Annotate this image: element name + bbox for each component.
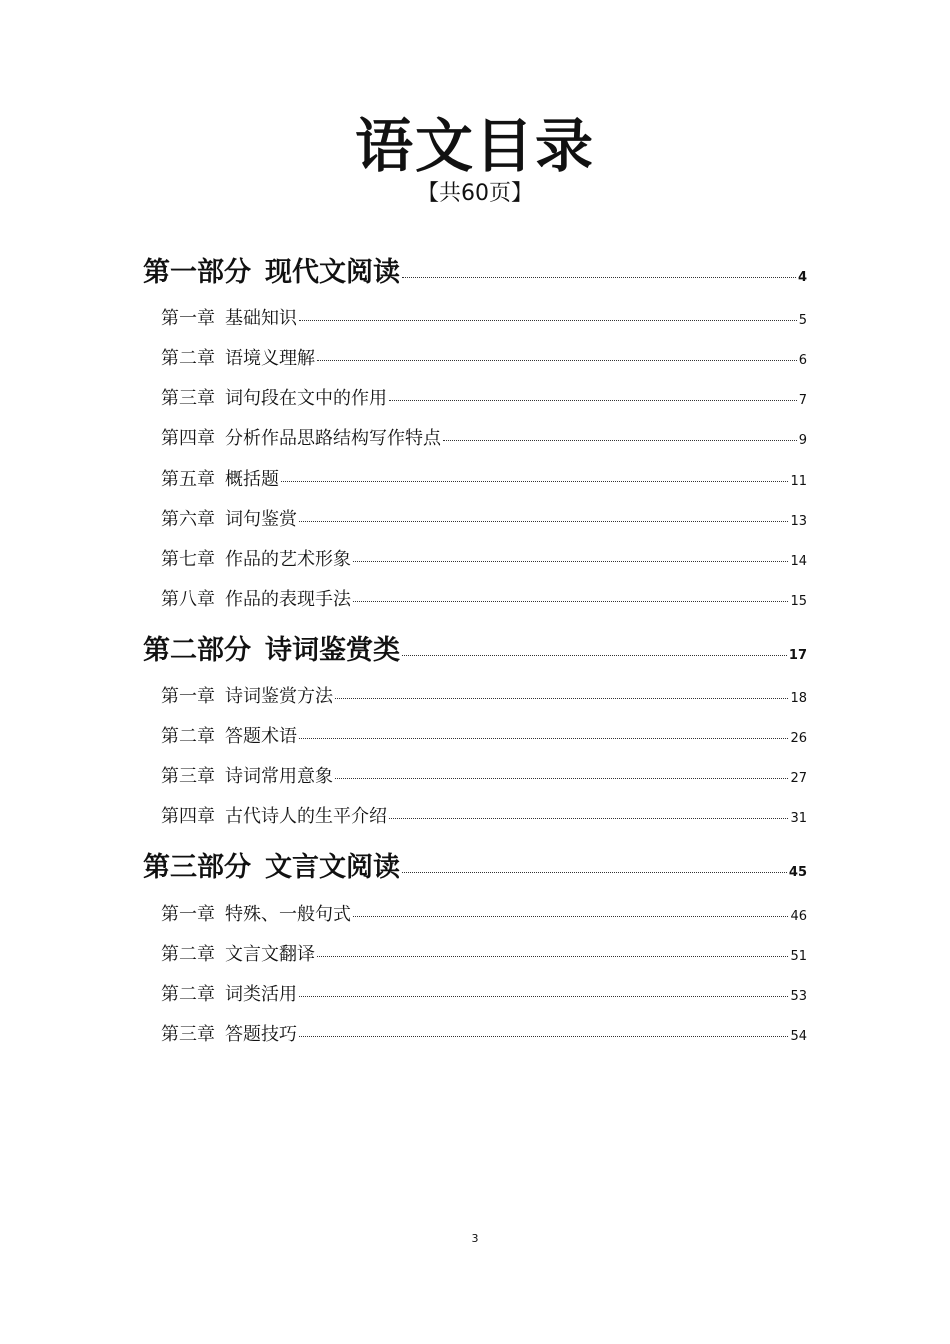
chapter-title: 分析作品思路结构写作特点: [225, 428, 441, 449]
chapter-title: 作品的表现手法: [225, 589, 351, 610]
dot-leader: [281, 481, 788, 482]
toc-chapter[interactable]: [161, 304, 807, 330]
chapter-number: 第三章: [161, 766, 215, 787]
chapter-number: 第一章: [161, 686, 215, 707]
part-page-number: 45: [788, 865, 807, 880]
part-page-number: 17: [788, 648, 807, 663]
toc-chapter[interactable]: [161, 384, 807, 410]
chapter-page-number: 31: [790, 811, 807, 826]
chapter-title: 文言文翻译: [225, 944, 315, 965]
toc-chapter[interactable]: [161, 682, 807, 708]
chapter-page-number: 11: [790, 474, 807, 489]
chapter-page-number: 5: [798, 313, 807, 328]
toc-chapter[interactable]: [161, 424, 807, 450]
part-title: 诗词鉴赏类: [265, 635, 400, 666]
dot-leader: [335, 698, 788, 699]
part-page-number: 4: [797, 270, 807, 285]
chapter-page-number: 9: [798, 433, 807, 448]
chapter-number: 第三章: [161, 1024, 215, 1045]
chapter-number: 第四章: [161, 428, 215, 449]
chapter-title: 词句鉴赏: [225, 509, 297, 530]
toc-chapter[interactable]: [161, 1020, 807, 1046]
chapter-page-number: 13: [790, 514, 807, 529]
chapter-title: 基础知识: [225, 308, 297, 329]
chapter-title: 诗词常用意象: [225, 766, 333, 787]
toc-chapter[interactable]: [161, 465, 807, 491]
chapter-title: 词句段在文中的作用: [225, 388, 387, 409]
toc-chapter[interactable]: [161, 505, 807, 531]
toc-chapter[interactable]: [161, 980, 807, 1006]
part-number: 第一部分: [143, 257, 251, 288]
dot-leader: [443, 440, 797, 441]
chapter-number: 第二章: [161, 348, 215, 369]
part-number: 第三部分: [143, 852, 251, 883]
chapter-page-number: 18: [790, 691, 807, 706]
chapter-title: 诗词鉴赏方法: [225, 686, 333, 707]
dot-leader: [299, 1036, 788, 1037]
chapter-title: 特殊、一般句式: [225, 904, 351, 925]
toc-chapter[interactable]: [161, 940, 807, 966]
toc-part[interactable]: [143, 628, 807, 667]
toc-part[interactable]: [143, 845, 807, 884]
chapter-title: 古代诗人的生平介绍: [225, 806, 387, 827]
dot-leader: [317, 360, 797, 361]
chapter-page-number: 7: [798, 393, 807, 408]
toc-chapter[interactable]: [161, 762, 807, 788]
dot-leader: [402, 277, 796, 278]
chapter-number: 第四章: [161, 806, 215, 827]
chapter-number: 第二章: [161, 726, 215, 747]
chapter-title: 答题技巧: [225, 1024, 297, 1045]
dot-leader: [299, 738, 788, 739]
dot-leader: [389, 818, 788, 819]
dot-leader: [402, 655, 787, 656]
toc-chapter[interactable]: [161, 545, 807, 571]
part-title: 现代文阅读: [265, 257, 400, 288]
dot-leader: [402, 872, 787, 873]
toc-chapter[interactable]: [161, 900, 807, 926]
chapter-page-number: 46: [790, 909, 807, 924]
dot-leader: [335, 778, 788, 779]
page-count-subtitle: 【共60页】: [417, 181, 533, 206]
toc-part[interactable]: [143, 250, 807, 289]
chapter-title: 语境义理解: [225, 348, 315, 369]
chapter-page-number: 6: [798, 353, 807, 368]
dot-leader: [317, 956, 788, 957]
chapter-title: 作品的艺术形象: [225, 549, 351, 570]
dot-leader: [353, 561, 788, 562]
chapter-title: 概括题: [225, 469, 279, 490]
chapter-page-number: 15: [790, 594, 807, 609]
toc-chapter[interactable]: [161, 585, 807, 611]
chapter-number: 第八章: [161, 589, 215, 610]
chapter-page-number: 51: [790, 949, 807, 964]
chapter-page-number: 54: [790, 1029, 807, 1044]
chapter-number: 第二章: [161, 984, 215, 1005]
chapter-number: 第一章: [161, 308, 215, 329]
dot-leader: [299, 521, 788, 522]
dot-leader: [389, 400, 797, 401]
chapter-number: 第二章: [161, 944, 215, 965]
dot-leader: [299, 996, 788, 997]
chapter-title: 答题术语: [225, 726, 297, 747]
chapter-page-number: 14: [790, 554, 807, 569]
toc-chapter[interactable]: [161, 722, 807, 748]
page-number-footer: 3: [471, 1232, 479, 1245]
chapter-page-number: 27: [790, 771, 807, 786]
part-title: 文言文阅读: [265, 852, 400, 883]
chapter-page-number: 53: [790, 989, 807, 1004]
chapter-number: 第三章: [161, 388, 215, 409]
chapter-number: 第五章: [161, 469, 215, 490]
part-number: 第二部分: [143, 635, 251, 666]
chapter-title: 词类活用: [225, 984, 297, 1005]
dot-leader: [353, 601, 788, 602]
chapter-number: 第七章: [161, 549, 215, 570]
chapter-page-number: 26: [790, 731, 807, 746]
dot-leader: [299, 320, 797, 321]
document-title: 语文目录: [354, 112, 595, 180]
chapter-number: 第六章: [161, 509, 215, 530]
dot-leader: [353, 916, 788, 917]
chapter-number: 第一章: [161, 904, 215, 925]
toc-chapter[interactable]: [161, 344, 807, 370]
toc-chapter[interactable]: [161, 802, 807, 828]
